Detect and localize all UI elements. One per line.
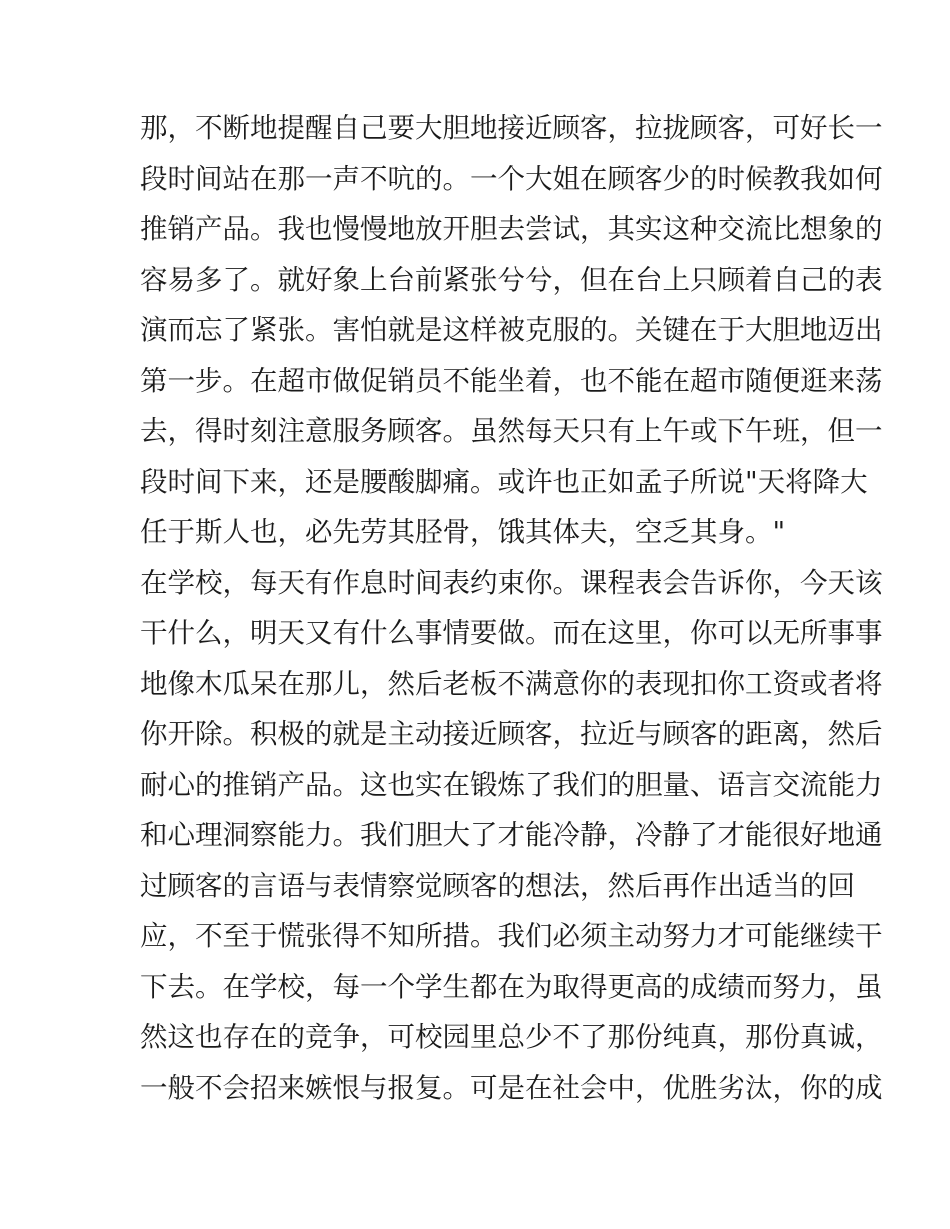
text-line: 段时间下来，还是腰酸脚痛。或许也正如孟子所说"天将降大 xyxy=(140,465,868,498)
text-line: 你开除。积极的就是主动接近顾客，拉近与顾客的距离，然后 xyxy=(140,718,883,750)
text-line: 一般不会招来嫉恨与报复。可是在社会中，优胜劣汰，你的成 xyxy=(140,1071,883,1104)
text-line: 去，得时刻注意服务顾客。虽然每天只有上午或下午班，但一 xyxy=(140,415,883,447)
document-body xyxy=(140,103,883,1113)
text-line: 耐心的推销产品。这也实在锻炼了我们的胆量、语言交流能力 xyxy=(140,768,883,801)
text-line: 那，不断地提醒自己要大胆地接近顾客，拉拢顾客，可好长一 xyxy=(140,112,883,144)
text-line: 任于斯人也，必先劳其胫骨，饿其体夫，空乏其身。" xyxy=(140,516,786,548)
text-line: 和心理洞察能力。我们胆大了才能冷静，冷静了才能很好地通 xyxy=(140,819,883,851)
text-line: 容易多了。就好象上台前紧张兮兮，但在台上只顾着自己的表 xyxy=(140,263,883,296)
text-line: 应，不至于慌张得不知所措。我们必须主动努力才可能继续干 xyxy=(140,920,883,952)
text-line: 地像木瓜呆在那儿，然后老板不满意你的表现扣你工资或者将 xyxy=(140,667,883,700)
text-line: 下去。在学校，每一个学生都在为取得更高的成绩而努力，虽 xyxy=(140,970,883,1003)
text-line: 演而忘了紧张。害怕就是这样被克服的。关键在于大胆地迈出 xyxy=(140,314,883,346)
text-line: 然这也存在的竞争，可校园里总少不了那份纯真，那份真诚， xyxy=(140,1021,883,1053)
text-line: 段时间站在那一声不吭的。一个大姐在顾客少的时候教我如何 xyxy=(140,162,883,195)
text-line: 第一步。在超市做促销员不能坐着，也不能在超市随便逛来荡 xyxy=(140,364,883,397)
text-line: 在学校，每天有作息时间表约束你。课程表会告诉你，今天该 xyxy=(140,566,883,599)
text-line: 过顾客的言语与表情察觉顾客的想法，然后再作出适当的回 xyxy=(140,869,855,902)
text-line: 推销产品。我也慢慢地放开胆去尝试，其实这种交流比想象的 xyxy=(140,213,883,245)
text-line: 干什么，明天又有什么事情要做。而在这里，你可以无所事事 xyxy=(140,617,883,649)
